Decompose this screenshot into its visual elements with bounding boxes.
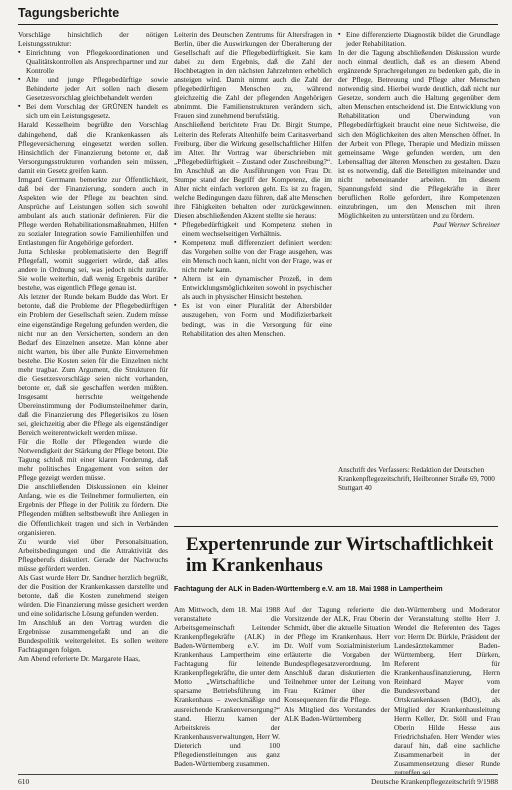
section-header-title: Tagungsberichte [18, 6, 120, 20]
footer-rule [18, 774, 498, 775]
header-rule [18, 24, 498, 25]
paragraph: Zu wurde viel über Personalsituation, Arbeitsbedingungen und die Attraktivität des Pflegeberufs diskutiert. Gerade der Nachwuchs müsse gefördert werden. [18, 536, 168, 573]
author-address: Anschrift des Verfassers: Redaktion der Deutschen Krankenpflegezeitschrift, Heilbronner Straße 69, 7000 Stuttgart 40 [338, 466, 495, 492]
paragraph: Die anschließenden Diskussionen ein kleiner Anfang, wie es die Teilnehmer formulierten, ein Ergebnis der Pflege in der Politik zu fördern. Die Pflegenden müßten selbstbewußt ihre Anliegen in die Öffentlichkeit tragen und sich in Verbänden organisieren. [18, 482, 168, 537]
column-3-bullet-list [338, 30, 500, 48]
paragraph: Jutta Schleske problematisierte den Begriff Pflegefall, womit suggeriert würde, daß alles andere in Ordnung sei, was jedoch nicht zuträfe. Sie wolle weiterhin, daß wenig Ergebnis darüber bestehe, was eigentlich Pflege genau ist. [18, 247, 168, 293]
article-title: Expertenrunde zur Wirtschaftlichkeit im Krankenhaus [186, 534, 494, 576]
paragraph: Im Anschluß an den Vortrag wurden die Ergebnisse zusammengefaßt und an die Bundespolitik weitergeleitet. Es sollen weitere Fachtagungen folgen. [18, 618, 168, 655]
paragraph: Leiterin des Deutschen Zentrums für Altersfragen in Berlin, über die Auswirkungen der Überalterung der Gesellschaft auf die Pflegebedürftigkeit. Sie kam dabei zu dem Ergebnis, daß die Zahl der Hochbetagten in den nächsten Jahrzehnten erheblich ansteigen wird. Damit nimmt auch die Zahl der pflegebedürftigen Menschen zu, während gleichzeitig die Zahl der pflegenden Angehörigen abnimmt. Die Familienstrukturen verändern sich, Frauen sind zunehmend berufstätig. [174, 30, 332, 121]
page-number: 610 [18, 777, 30, 786]
paragraph: Am Abend referierte Dr. Margarete Haas, [18, 654, 141, 664]
text-column-2 [174, 30, 332, 528]
text-column-1 [18, 30, 168, 742]
paragraph: Als Gast wurde Herr Dr. Sandner herzlich begrüßt, der die Position der Krankenkassen darstellte und betonte, daß die Kosten zunehmend steigen würden. Die Finanzierung müsse gesichert werden und eine solidarische Lösung gefunden werden. [18, 572, 168, 618]
article-column-1 [174, 605, 280, 771]
paragraph: Als Mitglied des Vorstandes der ALK Baden-Württemberg [284, 704, 390, 723]
paragraph: Anschließend berichtete Frau Dr. Birgit Stumpe, Leiterin des Referats Altenhilfe beim Caritasverband Freiburg, über die Wirkung gesellschaftlicher Hilfen im Alter. Ihr Vortrag war überschrieben mit „Pflegebedürftigkeit – Zustand oder Zuschreibung?“. Im Anschluß an die Ausführungen von Frau Dr. Stumpe stand der Begriff der Kompetenz, die im Alter nicht einfach verloren geht. Es ist zu fragen, welche Bedingungen dazu führen, daß alte Menschen ihre Fähigkeiten behalten oder zurückgewinnen. Diesen abschließenden Akzent stellte sie heraus: [174, 120, 332, 220]
author-signature: Paul Werner Schreiner [432, 219, 500, 229]
paragraph: den-Württemberg und Moderator der Veranstaltung stellte Herr J. Wendel die Referenten des Tages vor: Herrn Dr. Bürkle, Präsident der Landesärztekammer Baden-Württemberg, Herr Dürken, Referent für Krankenhausfinanzierung, Herrn Reinhard Mayer vom Bundesverband der Ortskrankenkassen (BdO), als Mitglied der Krankenhausleitung Herrn Keller, Dr. Stöll und Frau Oberin Hilde Hesse aus Friedrichshafen. Herr Wender wies darauf hin, daß eine sachliche Zusammenarbeit in der Zusammensetzung dieser Runde zutreffen sei. [394, 605, 500, 777]
bullet-item: ▪ Kompetenz muß differenziert definiert werden: das Vorgehen sollte von der Frage ausgehen, was ein Mensch noch kann, nicht von der Frage, was er nicht mehr kann. [174, 238, 332, 274]
article-subtitle: Fachtagung der ALK in Baden-Württemberg e.V. am 18. Mai 1988 in Lampertheim [174, 586, 443, 593]
paragraph: Am Mittwoch, dem 18. Mai 1988 veranstaltete die Arbeitsgemeinschaft Leitender Krankenpflegekräfte (ALK) in Baden-Württemberg e.V. im Krankenhaus Lampertheim eine Fachtagung für leitende Krankenpflegekräfte, die unter dem Motto „Wirtschaftliche und sparsame Betriebsführung im Krankenhaus – zweckmäßige und ausreichende Krankenversorgung?“ stand. Hierzu kamen der Arbeitskreis der Krankenhausverwaltungen, Herr W. Dieterich und 100 Pflegedienstleitungen aus ganz Baden-Württemberg zusammen. [174, 605, 280, 768]
bullet-item: ▪ Einrichtung von Pflegekoordinationen und Qualitätskontrollen als Ansprechpartner und zur Kontrolle [18, 48, 168, 75]
column-1-bullet-list [18, 48, 168, 120]
paragraph: Für die Rolle der Pflegenden wurde die Notwendigkeit der Stärkung der Pflege betont. Die Tagung schloß mit einer klaren Forderung, daß mehr politisches Engagement von seiten der Pflege gezeigt werden müsse. [18, 437, 168, 483]
bullet-item: ▪ Eine differenzierte Diagnostik bildet die Grundlage jeder Rehabilitation. [338, 30, 500, 48]
column-1-intro: Vorschläge hinsichtlich der nötigen Leistungsstruktur: [18, 30, 168, 49]
column-2-bullet-list [174, 220, 332, 338]
article-rule [174, 526, 498, 527]
paragraph: Irmgard Gerrmann bemerkte zur Öffentlichkeit, daß bei der Finanzierung, sondern auch in Aspekten wie der Pflege zu beachten sind. Ansprüche auf Leistungen sollen sich sowohl ambulant als auch stationär definieren. Für die Pflege werden Rehabilitationsmaßnahmen, Hilfen zu sozialer Integration sowie Familienhilfen und Entlastungen für Angehörige gefordert. [18, 174, 168, 248]
article-column-2 [284, 605, 390, 771]
bullet-item: ▪ Bei dem Vorschlag der GRÜNEN handelt es sich um ein Leistungsgesetz. [18, 102, 168, 120]
bullet-item: ▪ Altern ist ein dynamischer Prozeß, in dem Entwicklungsmöglichkeiten sowohl in psychischer als auch in physischer Hinsicht bestehen. [174, 274, 332, 301]
bullet-item: ▪ Pflegebedürftigkeit und Kompetenz stehen in einem wechselseitigen Verhältnis. [174, 220, 332, 238]
paragraph: Als letzter der Runde bekam Budde das Wort. Er betonte, daß die Probleme der Pflegebedürftigen ein Problem der Gesellschaft seien. Zudem müsse eine eigenständige Regelung gefunden werden, die nicht nur an den Versicherten, sondern an den Bedarf des Einzelnen ansetze. Man könne aber nicht warten, bis über alle Punkte Einvernehmen bestehe. Die Kosten seien für die Einzelnen nicht mehr tragbar. Zum Argument, die Strukturen für die Gesetzesvorschläge seien nicht vorhanden, betonte er, daß sie geschaffen werden müßten. Insgesamt herrschte weitgehende Übereinstimmung der Podiumsteilnehmer darin, daß die Finanzierung des Pflegerisikos zu lösen sei, gleichzeitig aber die Pflege als eigenständiger Bereich weiterentwickelt werden müsse. [18, 292, 168, 438]
article-column-3 [394, 605, 500, 777]
text-column-3 [338, 30, 500, 340]
paragraph: Harald Kesselheim begrüßte den Vorschlag dahingehend, daß die Krankenkassen als Pflegeversicherung eingesetzt werden sollen. Hinsichtlich der Finanzierung betonte er, daß Versorgungsstrukturen vorhanden sein müssen, damit ein Gesetz greifen kann. [18, 120, 168, 175]
bullet-item: ▪ Alte und junge Pflegebedürftige sowie Behinderte jeder Art sollen nach diesem Gesetzesvorschlag gleichbehandelt werden [18, 75, 168, 102]
paragraph: Auf der Tagung referierte die Vorsitzende der ALK, Frau Oberin Schmidt, über die aktuelle Situation der Pflege im Krankenhaus. Herr Dr. Wolf vom Sozialministerium erläuterte die Vorgaben der Bundespflegesatzverordnung. Im Anschluß daran diskutierten die Teilnehmer unter der Leitung von Frau Krämer über die Konsequenzen für die Pflege. [284, 605, 390, 705]
paragraph: In der die Tagung abschließenden Diskussion wurde noch einmal deutlich, daß es an diesem Abend ergänzende Sprachregelungen zu bedenken gab, die in der Pflege, Betreuung und Pflege alter Menschen notwendig sind. Hierbei wurde deutlich, daß nicht nur Gesetze, sondern auch die Haltung gegenüber dem alten Menschen entscheidend ist. Die Entwicklung von Rehabilitation und Überwindung von Pflegebedürftigkeit braucht eine neue Sichtweise, die sich den Möglichkeiten des alten Menschen öffnet. In der Arbeit von Pflege, Therapie und Medizin müssen gemeinsame Wege gefunden werden, um den Lebensalltag der älteren Menschen zu gestalten. Dazu ist es notwendig, daß die Beteiligten miteinander und nicht nebeneinander arbeiten. Im diesem Spannungsfeld sind die Pflegekräfte in ihrer beruflichen Rolle gefordert, ihre Kompetenzen einzubringen, um den Menschen mit ihren Möglichkeiten zu unterstützen und zu fördern. [338, 48, 500, 220]
bullet-item: ▪ Es ist von einer Pluralität der Altersbilder auszugehen, von Form und Modifizierbarkeit bedingt, was in die Versorgung für eine Rehabilitation des alten Menschen. [174, 301, 332, 337]
journal-name: Deutsche Krankenpflegezeitschrift 9/1988 [370, 777, 498, 786]
